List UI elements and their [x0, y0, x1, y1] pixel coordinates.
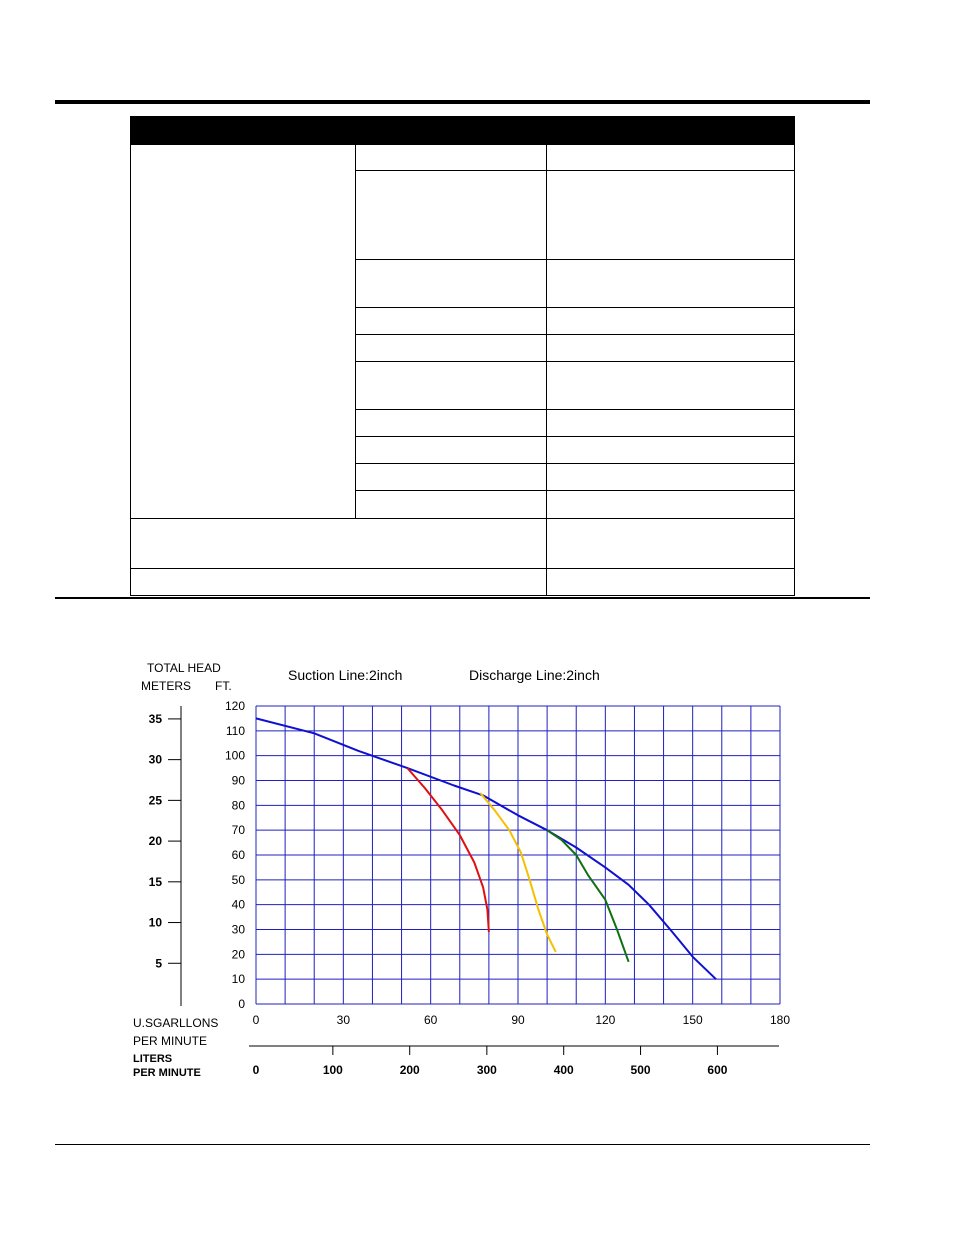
- x-tick-label-gpm: 120: [595, 1013, 616, 1027]
- y-tick-label-ft: 50: [231, 872, 245, 887]
- y-tick-label-ft: 60: [231, 848, 245, 862]
- y-tick-label-meters: 15: [148, 874, 162, 889]
- y-tick-label-ft: 90: [231, 773, 245, 788]
- x-tick-label-gpm: 90: [511, 1013, 525, 1027]
- x-tick-label-gpm: 0: [252, 1013, 260, 1027]
- x-tick-label-liters: 200: [399, 1063, 420, 1077]
- x-axis-lpm-label-line1: LITERS: [133, 1053, 173, 1065]
- suction-line-annotation: Suction Line:2inch: [288, 667, 403, 683]
- x-tick-label-gpm: 180: [769, 1013, 791, 1027]
- performance-curve: [547, 830, 629, 962]
- y-tick-label-ft: 0: [238, 997, 245, 1011]
- x-tick-label-liters: 400: [553, 1063, 574, 1077]
- x-axis-gpm-label-line2: PER MINUTE: [133, 1034, 208, 1048]
- x-tick-label-liters: 300: [476, 1063, 497, 1077]
- y-tick-label-ft: 100: [224, 748, 245, 763]
- y-axis-meters-label: METERS: [141, 679, 192, 693]
- y-tick-label-ft: 30: [231, 922, 245, 937]
- x-tick-label-gpm: 60: [423, 1013, 438, 1027]
- x-tick-label-liters: 100: [322, 1063, 343, 1077]
- y-tick-label-ft: 40: [231, 897, 245, 912]
- x-tick-label-liters: 0: [252, 1063, 260, 1077]
- y-tick-label-ft: 110: [225, 723, 245, 738]
- y-tick-label-ft: 80: [231, 798, 245, 813]
- y-tick-label-ft: 70: [231, 823, 245, 838]
- performance-curve: [256, 718, 716, 979]
- y-tick-label-ft: 120: [224, 699, 245, 713]
- discharge-line-annotation: Discharge Line:2inch: [469, 667, 600, 683]
- y-tick-label-ft: 10: [231, 972, 245, 987]
- chart-grid: [256, 706, 780, 1004]
- y-tick-label-meters: 25: [148, 793, 162, 808]
- y-axis-group-label: TOTAL HEAD: [147, 661, 221, 675]
- x-tick-label-liters: 600: [707, 1063, 728, 1077]
- y-tick-label-ft: 20: [231, 947, 245, 962]
- x-axis-gpm-label-line1: U.SGARLLONS: [133, 1016, 219, 1030]
- y-axis-feet-label: FT.: [215, 679, 232, 693]
- x-tick-label-liters: 500: [630, 1063, 651, 1077]
- y-tick-label-meters: 5: [155, 956, 162, 971]
- y-tick-label-meters: 10: [148, 915, 162, 930]
- footer-rule: [55, 1144, 870, 1145]
- y-tick-label-meters: 35: [148, 711, 162, 726]
- y-tick-label-meters: 20: [148, 834, 162, 849]
- x-tick-label-gpm: 30: [336, 1013, 351, 1027]
- y-tick-label-meters: 30: [148, 752, 162, 767]
- x-tick-label-gpm: 150: [682, 1013, 703, 1027]
- x-axis-lpm-label-line2: PER MINUTE: [133, 1067, 201, 1079]
